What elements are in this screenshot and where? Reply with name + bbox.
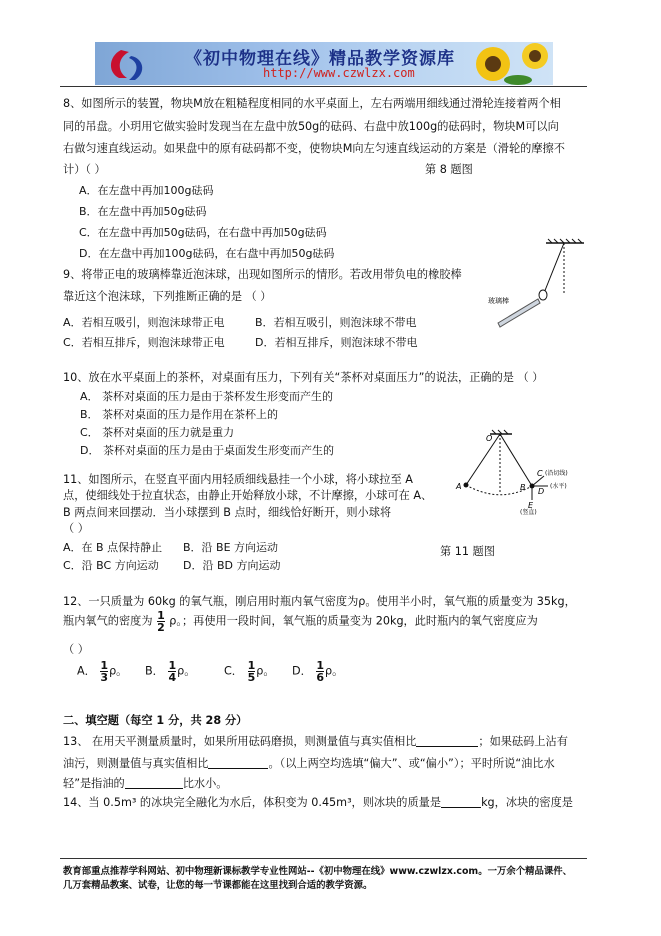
q10-line: 10、放在水平桌面上的茶杯，对桌面有压力，下列有关“茶杯对桌面压力”的说法，正确的是 （ ） [63, 371, 544, 384]
q11-line-3: B 两点间来回摆动．当小球摆到 B 点时，细线恰好断开，则小球将 [63, 506, 392, 519]
q11-figure [452, 428, 582, 516]
q13-line-2 [63, 755, 555, 771]
q11-label-d-note: (水平) [550, 483, 567, 490]
q13-text: 。（以上两空均选填“偏大”、或“偏小”）；平时所说“油比水 [268, 757, 555, 770]
fraction-numerator: 1 [247, 659, 256, 672]
option-label: A． [77, 664, 96, 678]
q14-text: kg，冰块的密度是 [481, 796, 573, 809]
q12-option-c[interactable] [224, 660, 275, 683]
q9-line-1: 9、将带正电的玻璃棒靠近泡沫球，出现如图所示的情形。若改用带负电的橡胶棒 [63, 268, 462, 281]
q11-line-2: 点，使细线处于拉直状态，由静止开始释放小球，不计摩擦，小球可在 A、 [63, 489, 433, 502]
q14-text: 14、当 0.5m³ 的冰块完全融化为水后，体积变为 0.45m³，则冰块的质量是 [63, 796, 442, 809]
q8-option-d[interactable]: D．在左盘中再加100g砝码，在右盘中再加50g砝码 [79, 247, 335, 260]
fraction-denominator: 5 [247, 671, 256, 684]
option-fraction [168, 660, 176, 683]
q12-option-d[interactable] [292, 660, 343, 683]
q8-line-1: 8、如图所示的装置，物块M放在粗糙程度相同的水平桌面上，左右两端用细线通过滑轮连接着两个相 [63, 97, 561, 110]
q10-option-c[interactable]: C． 茶杯对桌面的压力就是重力 [80, 426, 235, 439]
q10-option-a[interactable]: A． 茶杯对桌面的压力是由于茶杯发生形变而产生的 [80, 390, 334, 403]
q13-line-3 [63, 775, 228, 791]
q11-line-1: 11、如图所示，在竖直平面内用轻质细线悬挂一个小球，将小球拉至 A [63, 473, 413, 486]
footer-rule [60, 858, 587, 859]
option-label: D． [292, 664, 312, 678]
fraction-denominator: 2 [157, 621, 165, 634]
q11-label-b: B [520, 483, 526, 492]
q12-line-2 [63, 610, 538, 633]
q13-text: 油污，则测量值与真实值相比 [63, 757, 209, 770]
fraction-numerator: 1 [100, 659, 109, 672]
q12-half-fraction [157, 610, 165, 633]
q12-line-2-post: ρ。；再使用一段时间，氧气瓶的质量变为 20kg，此时瓶内的氧气密度应为 [169, 614, 538, 628]
q11-label-e-note: (竖直) [520, 509, 537, 516]
q8-option-c[interactable]: C．在左盘中再加50g砝码，在右盘中再加50g砝码 [79, 226, 327, 239]
q13-line-1 [63, 733, 568, 749]
q9-figure-label: 玻璃棒 [488, 297, 509, 305]
q13-text: 13、 在用天平测量质量时，如果所用砝码磨损，则测量值与真实值相比 [63, 735, 417, 748]
fraction-denominator: 3 [100, 671, 109, 684]
q11-option-a[interactable]: A．在 B 点保持静止 [63, 541, 163, 554]
q8-line-3: 右做匀速直线运动。如果盘中的原有砝码都不变，使物块M向左匀速直线运动的方案是（滑轮的摩擦不 [63, 142, 565, 155]
q12-option-b[interactable] [145, 660, 195, 683]
q12-line-1: 12、一只质量为 60kg 的氧气瓶，刚启用时瓶内氧气密度为ρ。使用半小时，氧气瓶的质量变为 35kg， [63, 595, 576, 608]
q11-figure-caption: 第 11 题图 [440, 545, 495, 558]
q11-option-b[interactable]: B．沿 BE 方向运动 [183, 541, 279, 554]
q14-blank-1[interactable] [441, 795, 481, 808]
q8-figure-caption: 第 8 题图 [425, 163, 473, 176]
q9-line-2: 靠近这个泡沫球，下列推断正确的是 （ ） [63, 290, 272, 303]
q9-option-d[interactable]: D．若相互排斥，则泡沫球不带电 [255, 336, 418, 349]
q9-option-c[interactable]: C．若相互排斥，则泡沫球带正电 [63, 336, 225, 349]
option-fraction [248, 660, 256, 683]
q11-label-a: A [456, 482, 462, 491]
q12-line-3: （ ） [63, 643, 89, 656]
q13-text: 比水小。 [182, 777, 228, 790]
q11-label-d: D [538, 487, 545, 496]
q10-option-d[interactable]: D． 茶杯对桌面的压力是由于桌面发生形变而产生的 [80, 444, 334, 457]
header-banner [95, 42, 553, 85]
q12-line-2-pre: 瓶内氧气的密度为 [63, 614, 153, 628]
q11-label-e: E [528, 501, 534, 510]
q8-line-2: 同的吊盘。小玥用它做实验时发现当在左盘中放50g的砝码、右盘中放100g的砝码时，物块M可以向 [63, 120, 559, 133]
site-logo-icon [99, 42, 169, 85]
banner-url: http://www.czwlzx.com [263, 66, 415, 80]
rho-symbol: ρ。 [325, 664, 344, 678]
footer-line-2: 几万套精品教案、试卷，让您的每一节课都能在这里找到合适的教学资源。 [63, 880, 373, 891]
q9-option-b[interactable]: B．若相互吸引，则泡沫球不带电 [255, 316, 417, 329]
option-label: B． [145, 664, 164, 678]
q9-figure [488, 237, 598, 332]
q11-option-d[interactable]: D．沿 BD 方向运动 [183, 559, 281, 572]
q9-option-a[interactable]: A．若相互吸引，则泡沫球带正电 [63, 316, 225, 329]
option-fraction [100, 660, 108, 683]
rho-symbol: ρ。 [109, 664, 128, 678]
banner-title: 《初中物理在线》精品教学资源库 [185, 49, 455, 69]
sunflower-icon [463, 42, 553, 85]
footer-line-1: 教育部重点推荐学科网站、初中物理新课标教学专业性网站--《初中物理在线》www.czwlzx.com。一万余个精品课件、 [63, 866, 572, 877]
fraction-numerator: 1 [316, 659, 325, 672]
q11-line-4: （ ） [63, 522, 89, 535]
q11-label-c-note: (沿切线) [545, 470, 568, 477]
q8-option-a[interactable]: A．在左盘中再加100g砝码 [79, 184, 214, 197]
q11-label-c: C [537, 469, 543, 478]
option-fraction [316, 660, 324, 683]
rho-symbol: ρ。 [177, 664, 196, 678]
q11-option-c[interactable]: C．沿 BC 方向运动 [63, 559, 159, 572]
header-rule [60, 86, 587, 87]
q13-blank-2[interactable] [208, 756, 268, 769]
q13-blank-3[interactable] [125, 776, 183, 789]
q13-text: 轻”是指油的 [63, 777, 125, 790]
fraction-numerator: 1 [157, 609, 165, 622]
rho-symbol: ρ。 [256, 664, 275, 678]
q10-option-b[interactable]: B． 茶杯对桌面的压力是作用在茶杯上的 [80, 408, 279, 421]
section-2-heading: 二、填空题（每空 1 分，共 28 分） [63, 714, 248, 727]
q12-option-a[interactable] [77, 660, 127, 683]
q8-line-4: 计）（ ） [63, 163, 106, 176]
fraction-denominator: 6 [316, 671, 325, 684]
q11-label-o: O [486, 434, 493, 443]
fraction-denominator: 4 [168, 671, 177, 684]
q14-line [63, 794, 573, 810]
q13-blank-1[interactable] [416, 734, 478, 747]
q8-option-b[interactable]: B．在左盘中再加50g砝码 [79, 205, 207, 218]
option-label: C． [224, 664, 243, 678]
fraction-numerator: 1 [168, 659, 177, 672]
q13-text: ；如果砝码上沾有 [478, 735, 568, 748]
